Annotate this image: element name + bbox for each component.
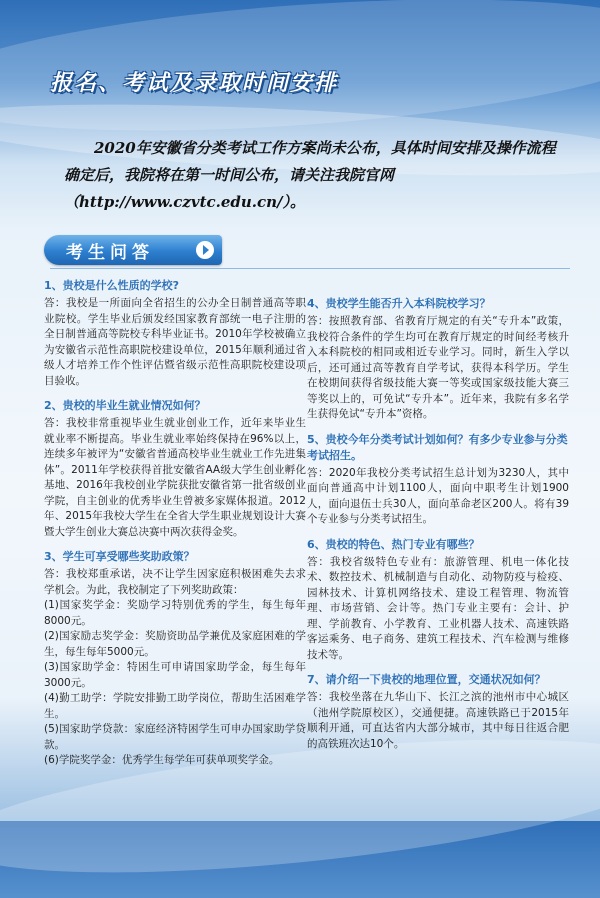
question: 6、贵校的特色、热门专业有哪些？ <box>307 537 480 551</box>
qa-item <box>44 549 306 769</box>
qa-column-right <box>307 296 569 761</box>
question: 7、请介绍一下贵校的地理位置，交通状况如何？ <box>307 673 546 686</box>
question: 4、贵校学生能否升入本科院校学习？ <box>307 297 491 310</box>
qa-item <box>307 296 569 423</box>
answer: 答：2020年我校分类考试招生总计划为3230人，其中面向普通高中计划1100人，面向中职考生计划1900人，面向退伍士兵30人，面向革命老区200人。将有39个专业参与分类考试招生。 <box>307 466 569 525</box>
policy-item: (2)国家励志奖学金：奖励资助品学兼优及家庭困难的学生，每生每年5000元。 <box>44 630 306 658</box>
qa-item <box>44 398 306 540</box>
answer: 答：我校省级特色专业有：旅游管理、机电一体化技术、数控技术、机械制造与自动化、动物防疫与检疫、园林技术、计算机网络技术、建设工程管理、物流管理、市场营销、会计等。热门专业主要有：会计、护理、学前教育、小学教育、工业机器人技术、高速铁路客运乘务、电子商务、建筑工程技术、汽车检测与维修技术等。 <box>307 555 569 661</box>
question: 5、贵校今年分类考试计划如何？有多少专业参与分类考试招生。 <box>307 432 568 462</box>
notice-paragraph: 2020年安徽省分类考试工作方案尚未公布，具体时间安排及操作流程确定后，我院将在第一时间公布，请关注我院官网（http://www.czvtc.edu.cn/）。 <box>64 139 556 211</box>
qa-item <box>307 537 569 664</box>
section-tab <box>44 235 222 265</box>
qa-item <box>307 432 569 528</box>
qa-item <box>307 672 569 752</box>
answer: 答：我校坐落在九华山下、长江之滨的池州市中心城区（池州学院原校区），交通便捷。高速铁路已于2015年顺利开通，可直达省内大部分城市，其中每日往返合肥的高铁班次达10个。 <box>307 691 569 750</box>
policy-item: (5)国家助学贷款：家庭经济特困学生可申办国家助学贷款。 <box>44 723 306 751</box>
policy-item: (6)学院奖学金：优秀学生每学年可获单项奖学金。 <box>44 754 280 766</box>
section-tab-label: 考生问答 <box>66 243 154 263</box>
answer: 答：按照教育部、省教育厅规定的有关“专升本”政策，我校符合条件的学生均可在教育厅规定的时间经考核升入本科院校的相同或相近专业学习。同时，新生入学以后，还可通过高等教育自学考试，获得本科学历。学生在校期间获得省级技能大赛一等奖或国家级技能大赛三等奖以上的，可免试“专升本”。近年来，我院有多名学生获得免试“专升本”资格。 <box>307 315 569 420</box>
policy-item: (4)勤工助学：学院安排勤工助学岗位，帮助生活困难学生。 <box>44 692 306 720</box>
answer: 答：我校非常重视毕业生就业创业工作，近年来毕业生就业率不断提高。毕业生就业率始终保持在96%以上，连续多年被评为“安徽省普通高校毕业生就业工作先进集体”。2011年学校获得首批安徽省AA级大学生创业孵化基地、2016年我校创业学院获批安徽省第一批省级创业学院，自主创业的优秀毕业生曾被多家媒体报道。2012年、2015年我校大学生在全省大学生职业规划设计大赛暨大学生创业大赛总决赛中两次获得金奖。 <box>44 417 306 538</box>
answer: 答：我校郑重承诺，决不让学生因家庭积极困难失去求学机会。为此，我校制定了下列奖助政策： <box>44 568 306 596</box>
policy-item: (1)国家奖学金：奖励学习特别优秀的学生，每生每年8000元。 <box>44 599 306 627</box>
page-title: 报名、考试及录取时间安排 <box>50 71 339 96</box>
chevron-right-icon <box>196 241 214 259</box>
answer: 答：我校是一所面向全省招生的公办全日制普通高等职业院校。学生毕业后颁发经国家教育部统一电子注册的全日制普通高等院校专科毕业证书。2010年学校被确立为安徽省示范性高职院校建设单位，2015年顺利通过省级人才培养工作个性评估暨省级示范性高职院校建设项目验收。 <box>44 297 306 387</box>
question: 3、学生可享受哪些奖助政策？ <box>44 550 195 563</box>
section-divider <box>50 268 570 269</box>
question: 1、贵校是什么性质的学校? <box>44 279 180 292</box>
qa-item <box>44 278 306 389</box>
qa-column-left <box>44 278 306 778</box>
question: 2、贵校的毕业生就业情况如何？ <box>44 399 206 412</box>
policy-item: (3)国家助学金：特困生可申请国家助学金，每生每年3000元。 <box>44 661 306 689</box>
